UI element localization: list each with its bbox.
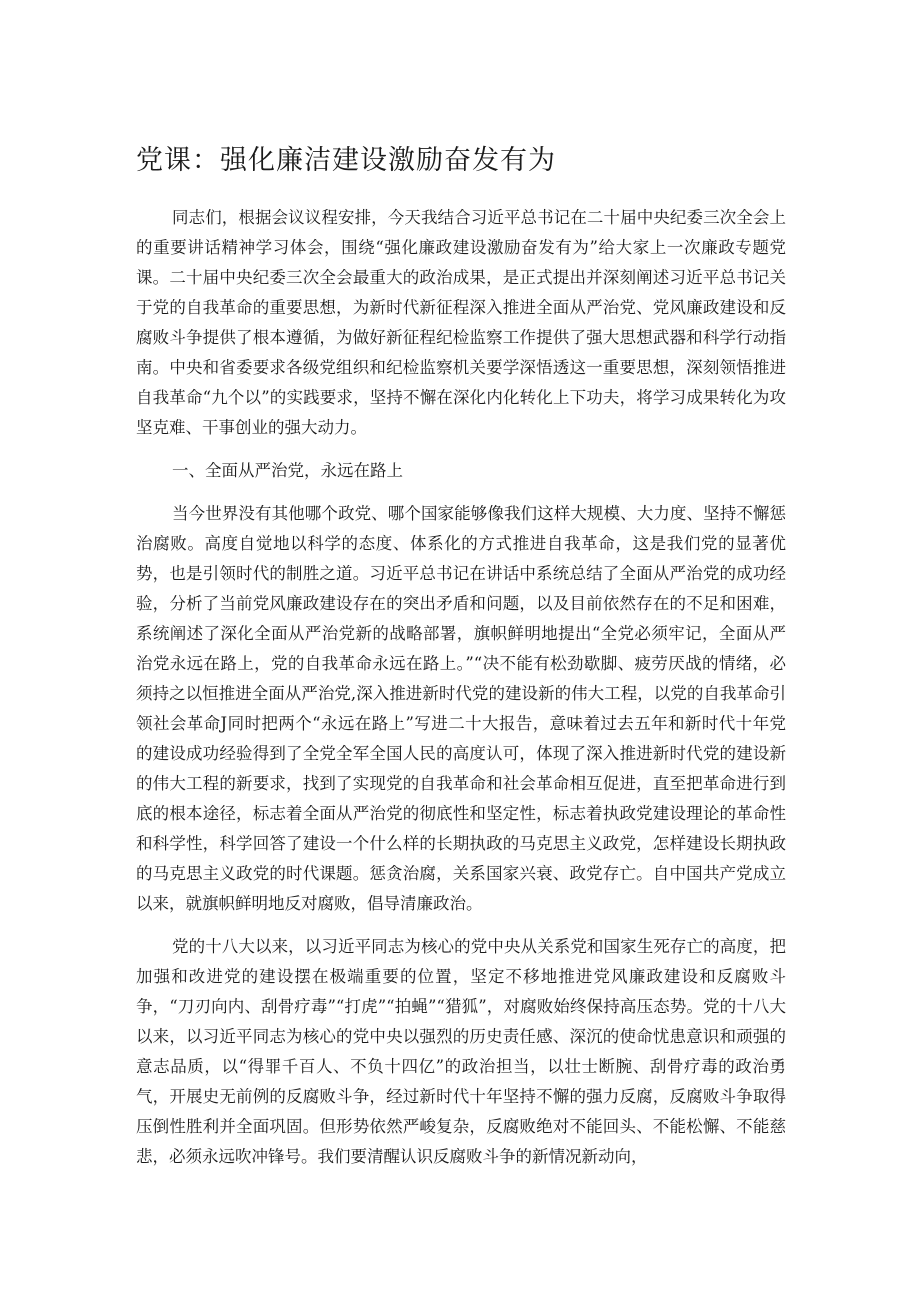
paragraph-section1-b: 党的十八大以来，以习近平同志为核心的党中央从关系党和国家生死存亡的高度，把加强和改进党的建设摆在极端重要的位置，坚定不移地推进党风廉政建设和反腐败斗争，“刀刃向内、刮骨疗毒”“打虎”“拍蝇”“猎狐”，对腐败始终保持高压态势。党的十八大以来，以习近平同志为核心的党中央以强烈的历史责任感、深沉的使命忧患意识和顽强的意志品质，以“得罪千百人、不负十四亿”的政治担当，以壮士断腕、刮骨疗毒的政治勇气，开展史无前例的反腐败斗争，经过新时代十年坚持不懈的强力反腐，反腐败斗争取得压倒性胜利并全面巩固。但形势依然严峻复杂，反腐败绝对不能回头、不能松懈、不能慈悲，必须永远吹冲锋号。我们要清醒认识反腐败斗争的新情况新动向，	[136, 937, 786, 1166]
paragraph-intro: 同志们，根据会议议程安排，今天我结合习近平总书记在二十届中央纪委三次全会上的重要讲话精神学习体会，围绕“强化廉政建设激励奋发有为”给大家上一次廉政专题党课。二十届中央纪委三次全会最重大的政治成果，是正式提出并深刻阐述习近平总书记关于党的自我革命的重要思想，为新时代新征程深入推进全面从严治党、党风廉政建设和反腐败斗争提供了根本遵循，为做好新征程纪检监察工作提供了强大思想武器和科学行动指南。中央和省委要求各级党组织和纪检监察机关要学深悟透这一重要思想，深刻领悟推进自我革命“九个以”的实践要求，坚持不懈在深化内化转化上下功夫，将学习成果转化为攻坚克难、干事创业的强大动力。	[136, 208, 786, 437]
paragraph-section1-a: 当今世界没有其他哪个政党、哪个国家能够像我们这样大规模、大力度、坚持不懈惩治腐败。高度自觉地以科学的态度、体系化的方式推进自我革命，这是我们党的显著优势，也是引领时代的制胜之道。习近平总书记在讲话中系统总结了全面从严治党的成功经验，分析了当前党风廉政建设存在的突出矛盾和问题，以及目前依然存在的不足和困难，系统阐述了深化全面从严治党新的战略部署，旗帜鲜明地提出“全党必须牢记，全面从严治党永远在路上，党的自我革命永远在路上。”“决不能有松劲歇脚、疲劳厌战的情绪，必须持之以恒推进全面从严治党,深入推进新时代党的建设新的伟大工程，以党的自我革命引领社会革命J同时把两个“永远在路上”写进二十大报告，意味着过去五年和新时代十年党的建设成功经验得到了全党全军全国人民的高度认可，体现了深入推进新时代党的建设新的伟大工程的新要求，找到了实现党的自我革命和社会革命相互促进，直至把革命进行到底的根本途径，标志着全面从严治党的彻底性和坚定性，标志着执政党建设理论的革命性和科学性，科学回答了建设一个什么样的长期执政的马克思主义政党，怎样建设长期执政的马克思主义政党的时代课题。惩贪治腐，关系国家兴衰、政党存亡。自中国共产党成立以来，就旗帜鲜明地反对腐败，倡导清廉政治。	[136, 504, 786, 913]
document-title: 党课：强化廉洁建设激励奋发有为	[136, 145, 556, 176]
document-body	[136, 203, 786, 1185]
section-heading-1: 一、全面从严治党，永远在路上	[172, 461, 403, 480]
